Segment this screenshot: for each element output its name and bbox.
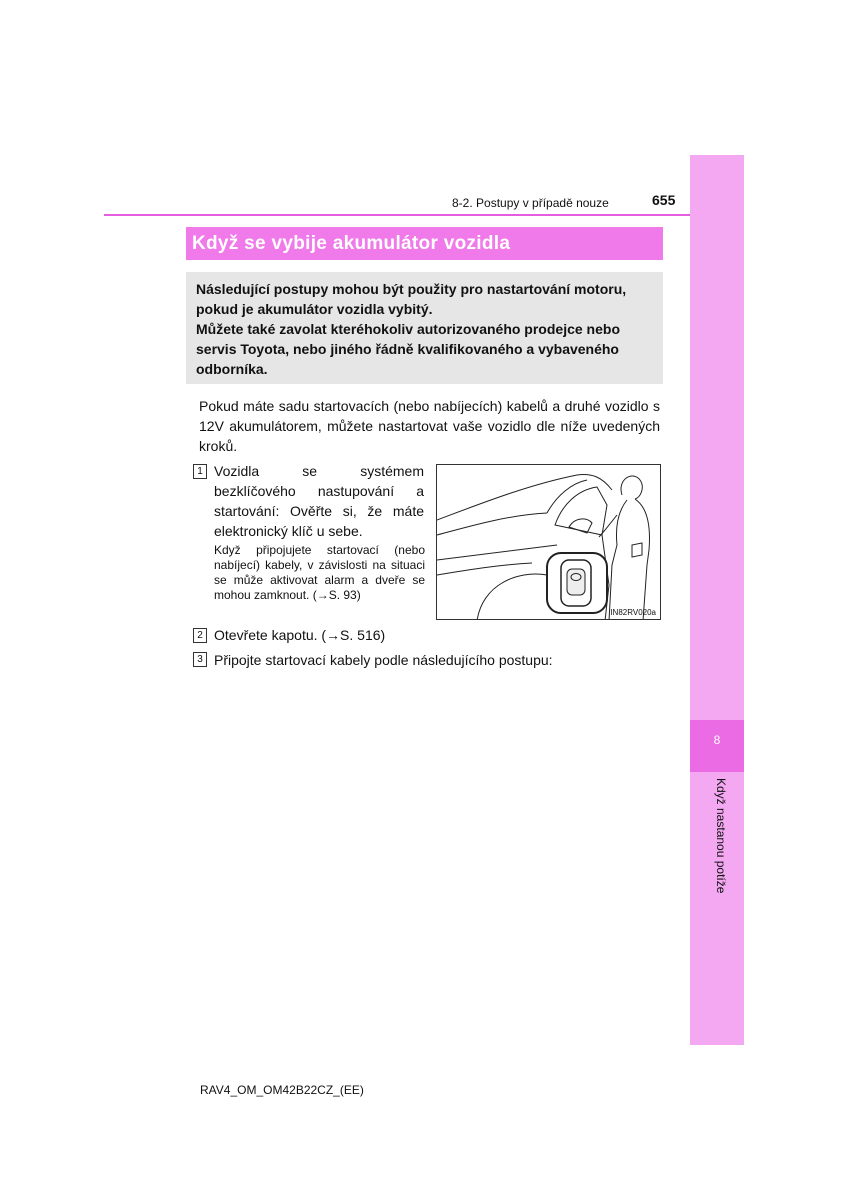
step-1-note: Když připojujete startovací (nebo nabíjecí) kabely, v závislosti na situaci se může aktivovat alarm a dveře se mohou zamknout. (→S. 93)	[214, 543, 425, 602]
info-paragraph-1: Následující postupy mohou být použity pro nastartování motoru, pokud je akumulátor vozidla vybitý.	[196, 281, 627, 317]
car-key-illustration	[436, 464, 661, 620]
step-2-text: Otevřete kapotu. (→S. 516)	[214, 627, 386, 643]
intro-paragraph: Pokud máte sadu startovacích (nebo nabíjecích) kabelů a druhé vozidlo s 12V akumulátorem, můžete nastartovat vaše vozidlo dle níže uvedených kroků.	[199, 398, 660, 454]
info-paragraph-2: Můžete také zavolat kteréhokoliv autorizovaného prodejce nebo servis Toyota, nebo jiného řádně kvalifikovaného a vybaveného odborníka.	[196, 321, 620, 377]
page-title: Když se vybije akumulátor vozidla	[186, 227, 663, 260]
chapter-label: Když nastanou potíže	[714, 778, 728, 894]
step-number-1: 1	[193, 464, 207, 479]
section-label: 8-2. Postupy v případě nouze	[452, 196, 609, 210]
document-code-footer: RAV4_OM_OM42B22CZ_(EE)	[200, 1083, 364, 1097]
step-number-2: 2	[193, 628, 207, 643]
step-3-text: Připojte startovací kabely podle následujícího postupu:	[214, 652, 553, 668]
illustration-code: IN82RV020a	[610, 608, 656, 617]
step-1-text: Vozidla se systémem bezklíčového nastupování a startování: Ověřte si, že máte elektronický klíč u sebe.	[214, 463, 424, 539]
page-number: 655	[652, 192, 676, 208]
info-box	[186, 272, 663, 384]
header-divider	[104, 214, 690, 216]
chapter-number-tab: 8	[690, 720, 744, 772]
car-door-with-electronic-key-illustration	[437, 465, 661, 620]
step-number-3: 3	[193, 652, 207, 667]
